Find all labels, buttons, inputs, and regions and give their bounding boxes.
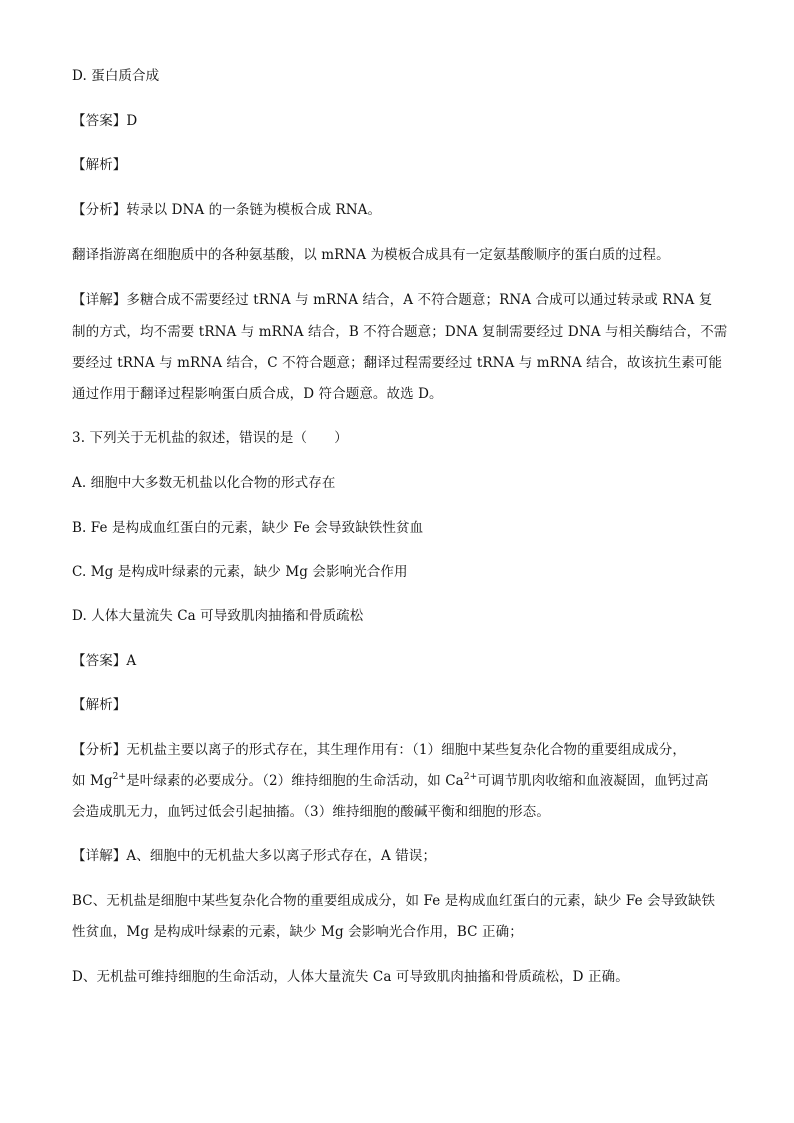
fenxi-text: 无机盐主要以离子的形式存在，其生理作用有：（1）细胞中某些复杂化合物的重要组成成分， — [126, 742, 686, 758]
fenxi-text: 转录以 DNA 的一条链为模板合成 RNA。 — [126, 202, 382, 218]
fenxi-label: 【分析】 — [72, 202, 127, 218]
q2-option-d: D. 蛋白质合成 — [72, 68, 160, 84]
answer-label: 【答案】 — [72, 113, 127, 129]
answer-value: D — [126, 113, 138, 129]
q3-detail-line2: BC、无机盐是细胞中某些复杂化合物的重要组成成分，如 Fe 是构成血红蛋白的元素，缺少 Fe 会导致缺铁 — [72, 893, 716, 909]
q3-fenxi-line3: 会造成肌无力，血钙过低会引起抽搐。（3）维持细胞的酸碱平衡和细胞的形态。 — [72, 804, 550, 820]
q3-option-d: D. 人体大量流失 Ca 可导致肌肉抽搐和骨质疏松 — [72, 608, 364, 624]
q2-detail-line4: 通过作用于翻译过程影响蛋白质合成，D 符合题意。故选 D。 — [72, 386, 443, 402]
q3-detail-line1 — [72, 846, 732, 866]
q3-fenxi-line1 — [72, 740, 732, 760]
q3-detail-line4: D、无机盐可维持细胞的生命活动，人体大量流失 Ca 可导致肌肉抽搐和骨质疏松，D 正确。 — [72, 969, 629, 985]
detail-text: 多糖合成不需要经过 tRNA 与 mRNA 结合，A 不符合题意；RNA 合成可以通过转录或 RNA 复 — [126, 292, 713, 308]
detail-label: 【详解】 — [72, 848, 127, 864]
superscript: 2+ — [463, 771, 478, 782]
q2-detail-line1 — [72, 290, 732, 310]
fenxi-text-mid: 是叶绿素的必要成分。（2）维持细胞的生命活动，如 Ca — [126, 773, 464, 789]
detail-label: 【详解】 — [72, 292, 127, 308]
superscript: 2+ — [112, 771, 127, 782]
q2-detail-line3: 要经过 tRNA 与 mRNA 结合，C 不符合题意；翻译过程需要经过 tRNA 与 mRNA 结合，故该抗生素可能 — [72, 355, 723, 371]
fenxi-text-pre: 如 Mg — [72, 773, 113, 789]
q2-analysis-label: 【解析】 — [72, 157, 127, 173]
answer-label: 【答案】 — [72, 653, 127, 669]
q3-detail-line3: 性贫血，Mg 是构成叶绿素的元素，缺少 Mg 会影响光合作用，BC 正确； — [72, 924, 523, 940]
q3-stem: 3. 下列关于无机盐的叙述，错误的是（ ） — [72, 430, 348, 446]
q2-answer — [72, 111, 732, 131]
q3-option-c: C. Mg 是构成叶绿素的元素，缺少 Mg 会影响光合作用 — [72, 564, 408, 580]
detail-text: A、细胞中的无机盐大多以离子形式存在，A 错误； — [126, 848, 437, 864]
q2-detail-line2: 制的方式，均不需要 tRNA 与 mRNA 结合，B 不符合题意；DNA 复制需要经过 DNA 与相关酶结合，不需 — [72, 324, 728, 340]
q3-analysis-label: 【解析】 — [72, 697, 127, 713]
q2-fenxi — [72, 200, 732, 220]
q3-option-a: A. 细胞中大多数无机盐以化合物的形式存在 — [72, 475, 336, 491]
answer-value: A — [126, 653, 137, 669]
q3-option-b: B. Fe 是构成血红蛋白的元素，缺少 Fe 会导致缺铁性贫血 — [72, 520, 424, 536]
q3-answer — [72, 651, 732, 671]
q3-fenxi-line2 — [72, 771, 732, 791]
q2-fenxi-text2: 翻译指游离在细胞质中的各种氨基酸，以 mRNA 为模板合成具有一定氨基酸顺序的蛋白质的过程。 — [72, 247, 670, 263]
fenxi-text-post: 可调节肌肉收缩和血液凝固，血钙过高 — [477, 773, 709, 789]
fenxi-label: 【分析】 — [72, 742, 127, 758]
